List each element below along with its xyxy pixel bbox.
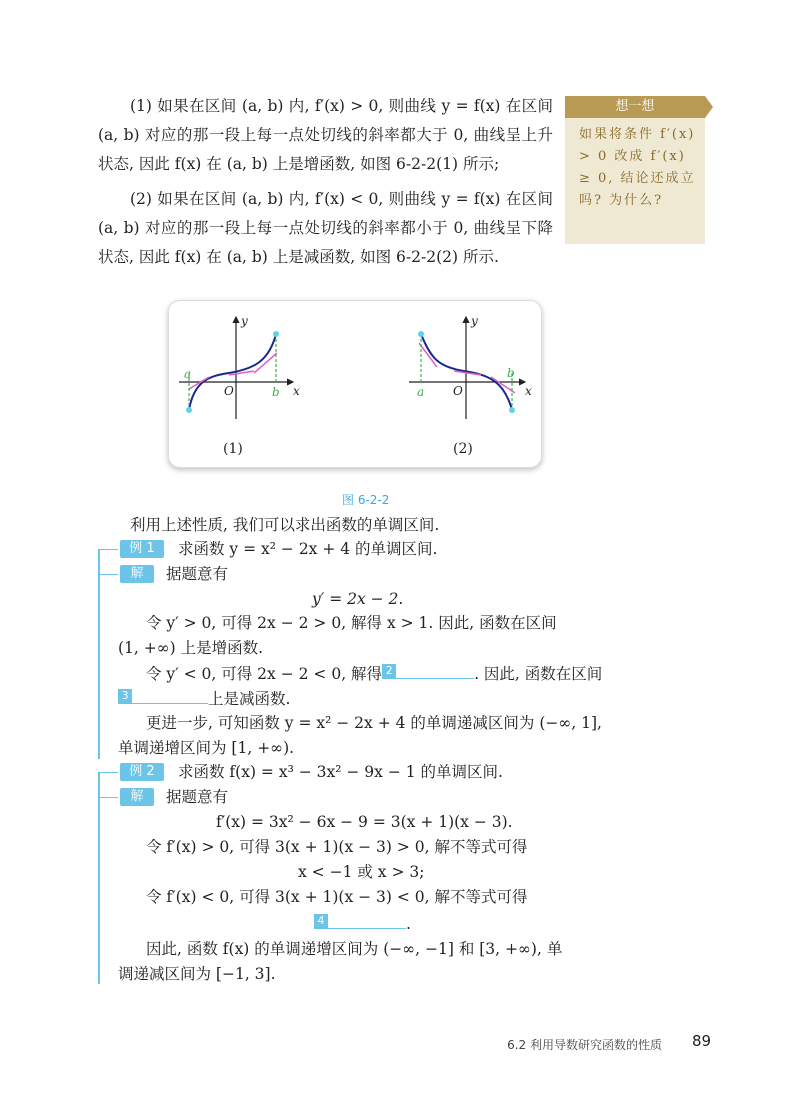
ex2-sol-rule xyxy=(98,797,118,798)
left-label-a: a xyxy=(184,367,192,381)
answer-blank-3[interactable] xyxy=(118,687,208,704)
lead-sentence: 利用上述性质, 我们可以求出函数的单调区间. xyxy=(130,516,440,534)
section-footer: 6.2 利用导数研究函数的性质 xyxy=(507,1038,662,1052)
paragraph-increasing: (1) 如果在区间 (a, b) 内, f′(x) > 0, 则曲线 y = f(x) 在区间 (a, b) 对应的那一段上每一点处切线的斜率都大于 0, 曲线呈上升状态, 因此 f(x) 在 (a, b) 上是增函数, 如图 6-2-2(1) 所示; xyxy=(98,97,553,173)
ex1-side-bar xyxy=(98,549,100,759)
right-label-x: x xyxy=(525,384,532,398)
answer-blank-2[interactable] xyxy=(382,662,474,679)
right-label-o: O xyxy=(453,384,463,398)
paragraph-decreasing: (2) 如果在区间 (a, b) 内, f′(x) < 0, 则曲线 y = f(x) 在区间 (a, b) 对应的那一段上每一点处切线的斜率都小于 0, 曲线呈下降状态, 因此 f(x) 在 (a, b) 上是减函数, 如图 6-2-2(2) 所示. xyxy=(98,190,553,266)
blank-number-3: 3 xyxy=(118,689,132,703)
ex1-tag: 例 1 xyxy=(120,540,164,558)
ex2-line6 xyxy=(314,912,411,935)
right-label-b: b xyxy=(507,366,515,380)
ex1-line4: (1, +∞) 上是增函数. xyxy=(118,639,264,657)
right-graph-label: (2) xyxy=(453,441,473,457)
ex2-line4: x < −1 或 x > 3; xyxy=(298,863,425,881)
left-label-x: x xyxy=(293,384,300,398)
think-box-body: 如果将条件 f′(x) > 0 改成 f′(x) ≥ 0, 结论还成立吗? 为什么? xyxy=(579,127,696,208)
left-label-y: y xyxy=(241,314,248,328)
ex2-line8: 调递减区间为 [−1, 3]. xyxy=(118,965,276,983)
left-label-o: O xyxy=(224,384,234,398)
ex1-question: 求函数 y = x² − 2x + 4 的单调区间. xyxy=(178,540,438,558)
right-label-y: y xyxy=(471,314,478,328)
ex2-line3: 令 f′(x) > 0, 可得 3(x + 1)(x − 3) > 0, 解不等式可得 xyxy=(146,838,528,856)
ex2-tag: 例 2 xyxy=(120,763,164,781)
ex2-line7: 因此, 函数 f(x) 的单调递增区间为 (−∞, −1] 和 [3, +∞), 单 xyxy=(146,940,563,958)
ex1-line2: y′ = 2x − 2. xyxy=(312,590,404,608)
ex1-line8: 单调递增区间为 [1, +∞). xyxy=(118,739,295,757)
ex1-line5-start: 令 y′ < 0, 可得 2x − 2 < 0, 解得 xyxy=(146,665,383,683)
think-box-title: 想一想 xyxy=(565,96,705,118)
ex1-line5-end: . 因此, 函数在区间 xyxy=(474,665,603,683)
page-number: 89 xyxy=(692,1032,712,1050)
right-tangent-1 xyxy=(419,343,437,367)
ex2-question: 求函数 f(x) = x³ − 3x² − 9x − 1 的单调区间. xyxy=(178,763,503,781)
answer-blank-4[interactable] xyxy=(314,912,406,929)
blank-number-2: 2 xyxy=(382,664,396,678)
left-endpoint-b xyxy=(273,331,279,337)
right-endpoint-b xyxy=(509,407,515,413)
ex1-top-rule xyxy=(98,549,118,550)
left-label-b: b xyxy=(272,385,280,399)
figure-caption: 图 6-2-2 xyxy=(342,493,390,507)
ex1-line6-text: 上是减函数. xyxy=(208,690,291,708)
left-graph-label: (1) xyxy=(223,441,243,457)
ex1-line6 xyxy=(118,687,290,710)
figure-panel xyxy=(168,300,542,468)
ex2-top-rule xyxy=(98,772,118,773)
ex1-line5 xyxy=(146,662,602,685)
monotonic-graphs xyxy=(169,301,541,467)
right-label-a: a xyxy=(417,385,425,399)
left-endpoint-a xyxy=(186,407,192,413)
think-box xyxy=(565,96,705,244)
ex2-line1: 据题意有 xyxy=(166,788,229,806)
ex2-line6-end: . xyxy=(406,915,411,933)
ex1-line3: 令 y′ > 0, 可得 2x − 2 > 0, 解得 x > 1. 因此, 函数在区间 xyxy=(146,614,557,632)
right-endpoint-a xyxy=(418,331,424,337)
ex2-solution-tag: 解 xyxy=(120,788,154,806)
ex2-line2: f′(x) = 3x² − 6x − 9 = 3(x + 1)(x − 3). xyxy=(216,813,513,831)
blank-number-4: 4 xyxy=(314,914,328,928)
ex1-line7: 更进一步, 可知函数 y = x² − 2x + 4 的单调递减区间为 (−∞, 1], xyxy=(146,714,602,732)
ex1-line1: 据题意有 xyxy=(166,565,229,583)
ex2-line5: 令 f′(x) < 0, 可得 3(x + 1)(x − 3) < 0, 解不等式可得 xyxy=(146,888,528,906)
ex2-side-bar xyxy=(98,772,100,984)
left-curve xyxy=(189,334,276,410)
ex1-sol-rule xyxy=(98,574,118,575)
ex1-solution-tag: 解 xyxy=(120,565,154,583)
